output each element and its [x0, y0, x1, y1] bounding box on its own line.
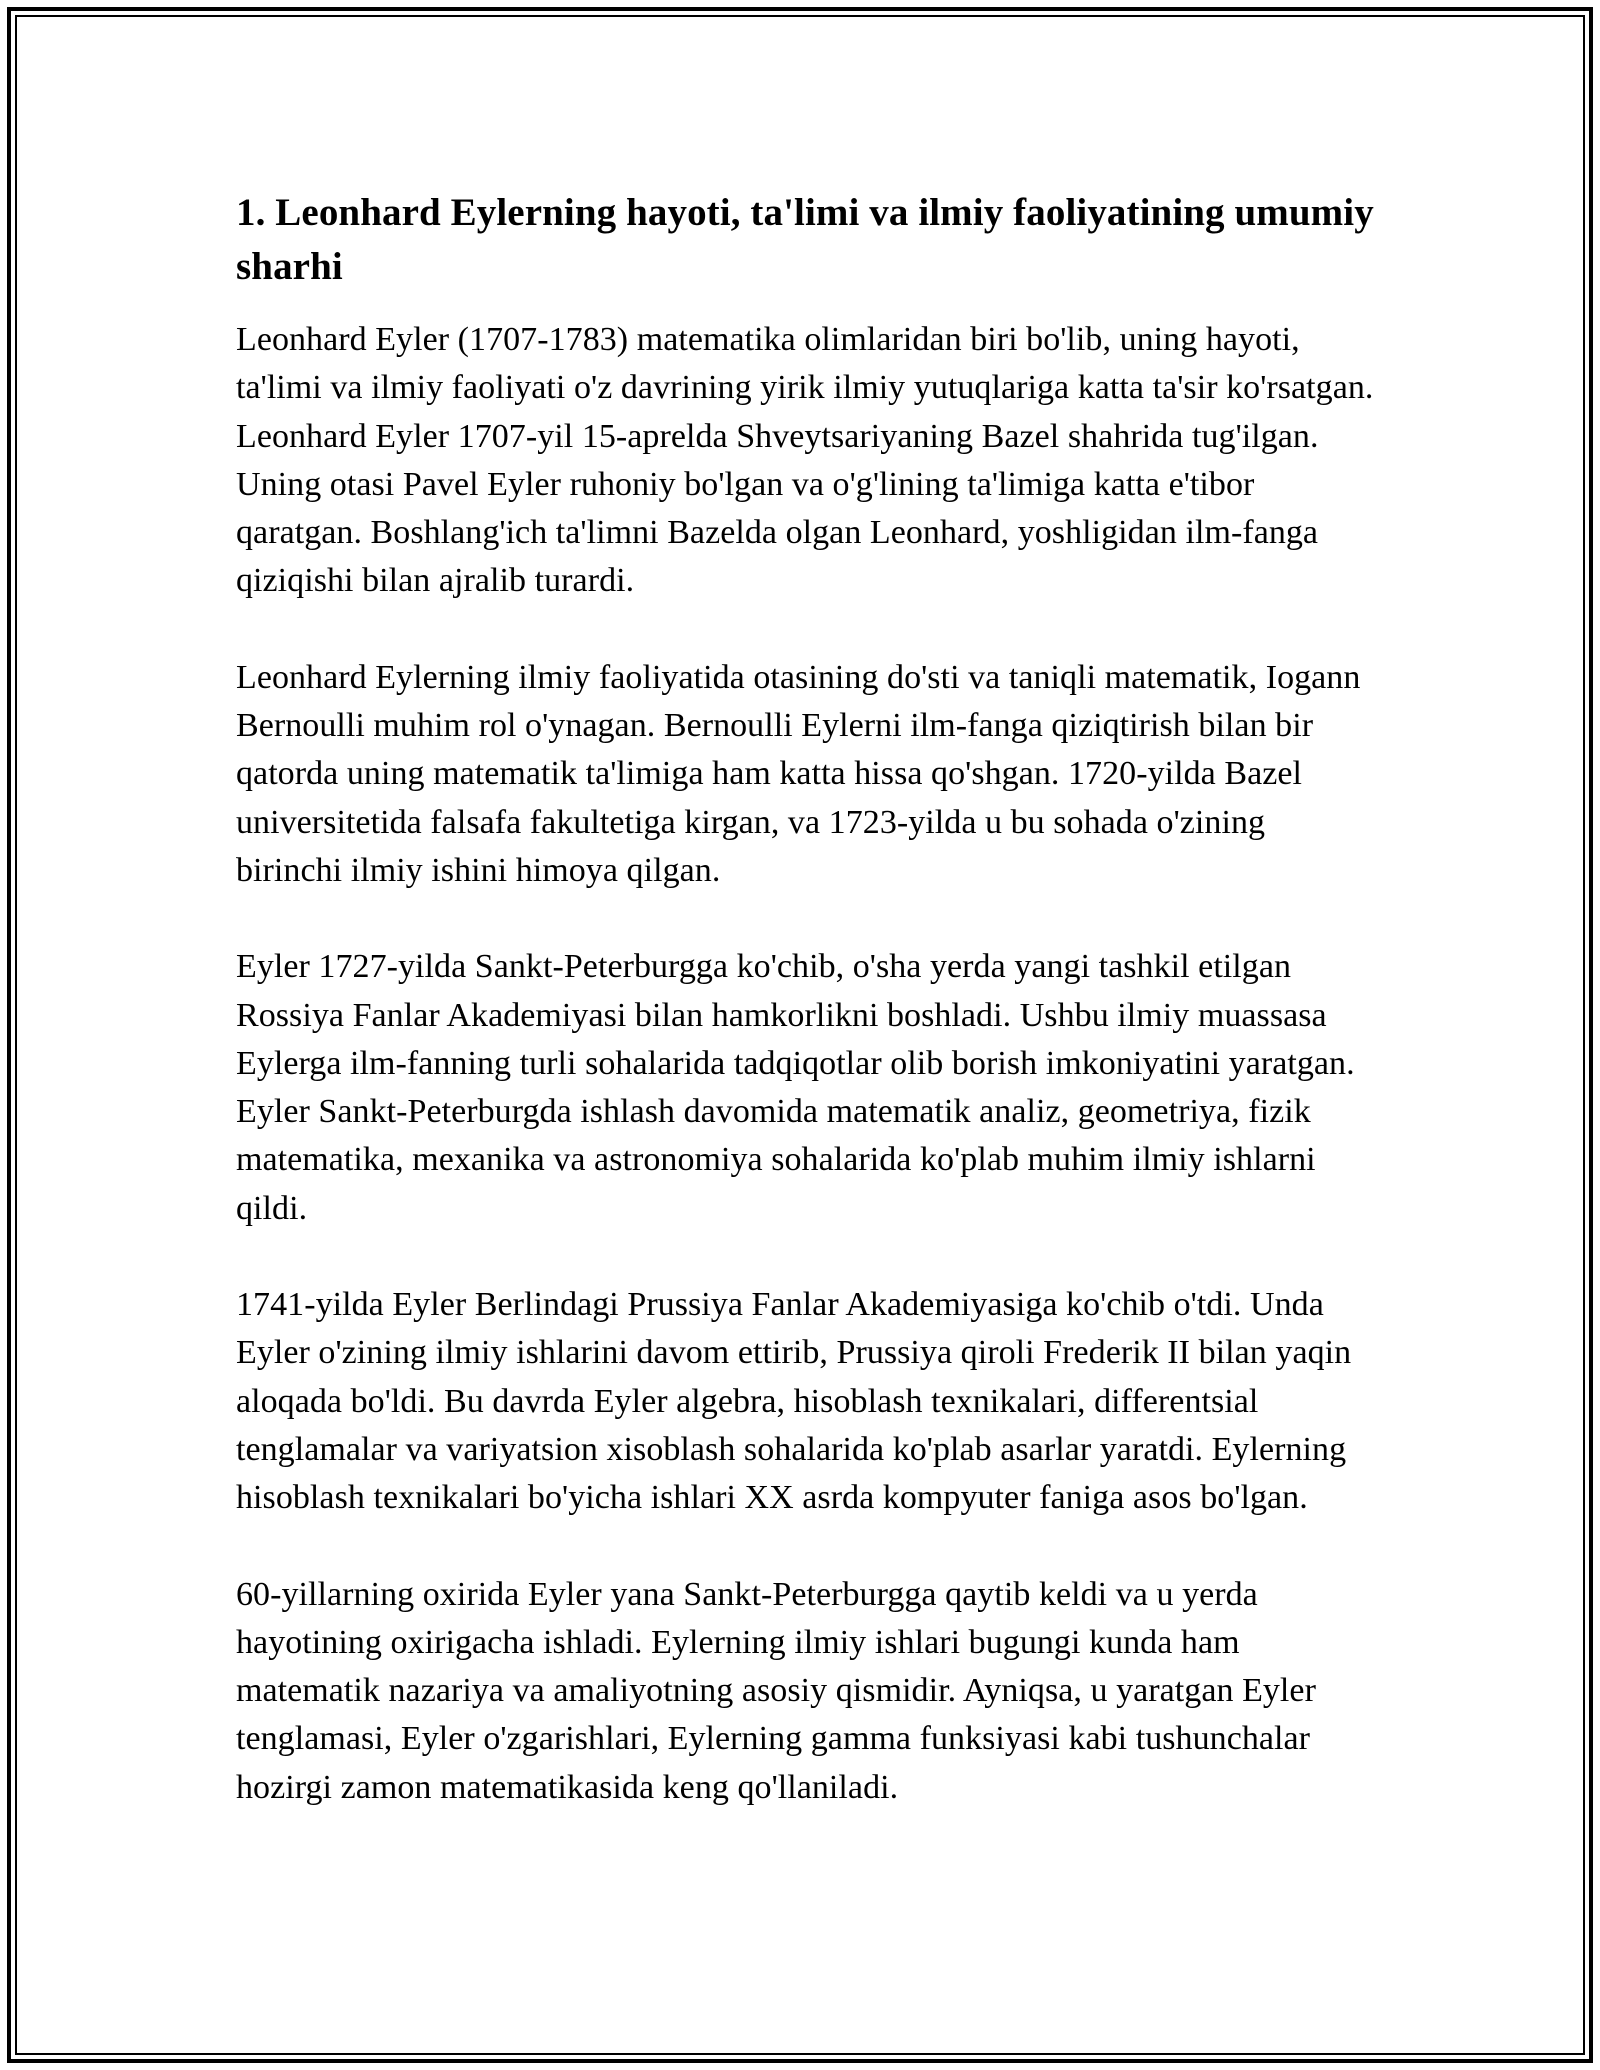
paragraph-berlin: 1741-yilda Eyler Berlindagi Prussiya Fanlar Akademiyasiga ko'chib o'tdi. Unda Eyler o'zining ilmiy ishlarini davom ettirib, Prussiya qiroli Frederik II bilan yaqin aloqada bo'ldi. Bu davrda Eyler algebra, hisoblash texnikalari, differentsial tenglamalar va variyatsion xisoblash sohalarida ko'plab asarlar yaratdi. Eylerning hisoblash texnikalari bo'yicha ishlari XX asrda kompyuter faniga asos bo'lgan.: [236, 1286, 1352, 1517]
document-body: [236, 186, 1376, 1860]
paragraph-saint-petersburg: Eyler 1727-yilda Sankt-Peterburgga ko'chib, o'sha yerda yangi tashkil etilgan Rossiya Fanlar Akademiyasi bilan hamkorlikni boshladi. Ushbu ilmiy muassasa Eylerga ilm-fanning turli sohalarida tadqiqotlar olib borish imkoniyatini yaratgan. Eyler Sankt-Peterburgda ishlash davomida matematik analiz, geometriya, fizik matematika, mexanika va astronomiya sohalarida ko'plab muhim ilmiy ishlarni qildi.: [236, 948, 1355, 1227]
paragraph-legacy: 60-yillarning oxirida Eyler yana Sankt-Peterburgga qaytib keldi va u yerda hayotining oxirigacha ishladi. Eylerning ilmiy ishlari bugungi kunda ham matematik nazariya va amaliyotning asosiy qismidir. Ayniqsa, u yaratgan Eyler tenglamasi, Eyler o'zgarishlari, Eylerning gamma funksiyasi kabi tushunchalar hozirgi zamon matematikasida keng qo'llaniladi.: [236, 1575, 1316, 1806]
paragraph-early-life: Leonhard Eyler (1707-1783) matematika olimlaridan biri bo'lib, uning hayoti, ta'limi va ilmiy faoliyati o'z davrining yirik ilmiy yutuqlariga katta ta'sir ko'rsatgan. Leonhard Eyler 1707-yil 15-aprelda Shveytsariyaning Bazel shahrida tug'ilgan. Uning otasi Pavel Eyler ruhoniy bo'lgan va o'g'lining ta'limiga katta e'tibor qaratgan. Boshlang'ich ta'limni Bazelda olgan Leonhard, yoshligidan ilm-fanga qiziqishi bilan ajralib turardi.: [236, 321, 1374, 600]
paragraph-bernoulli: Leonhard Eylerning ilmiy faoliyatida otasining do'sti va taniqli matematik, Iogann Bernoulli muhim rol o'ynagan. Bernoulli Eylerni ilm-fanga qiziqtirish bilan bir qatorda uning matematik ta'limiga ham katta hissa qo'shgan. 1720-yilda Bazel universitetida falsafa fakultetiga kirgan, va 1723-yilda u bu sohada o'zining birinchi ilmiy ishini himoya qilgan.: [236, 658, 1361, 889]
section-heading: 1. Leonhard Eylerning hayoti, ta'limi va ilmiy faoliyatining umumiy sharhi: [236, 191, 1374, 288]
